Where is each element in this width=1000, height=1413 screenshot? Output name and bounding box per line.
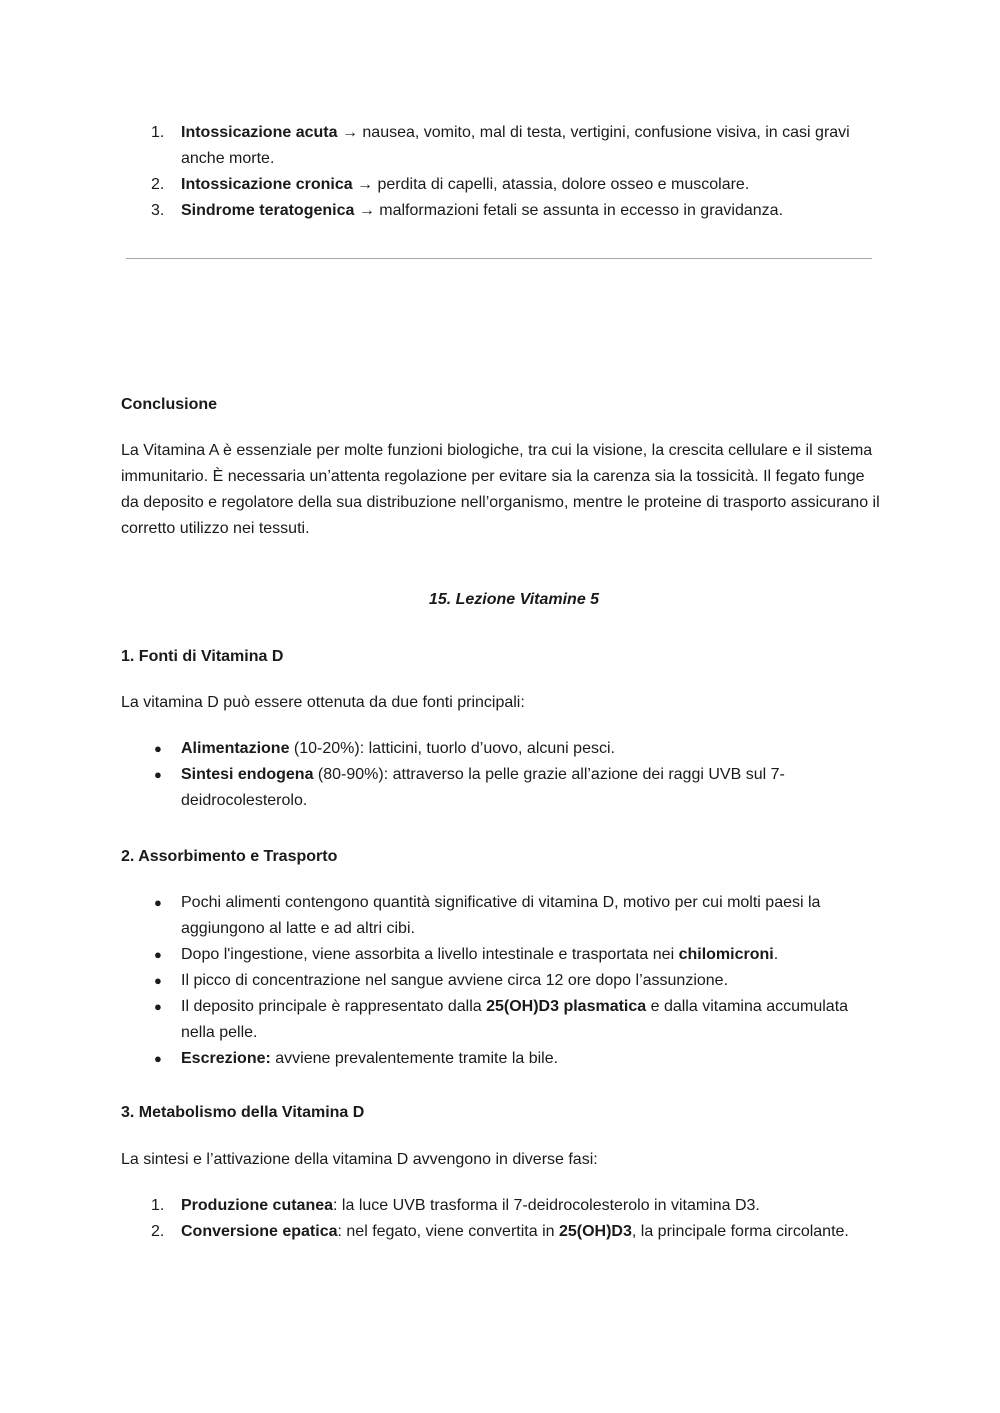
list-item-text: (80-90%): attraverso la pelle grazie all’azione dei raggi UVB sul 7-deidrocolesterolo. bbox=[181, 766, 785, 809]
section-heading: 3. Metabolismo della Vitamina D bbox=[121, 1104, 365, 1121]
list-item-term: Produzione cutanea bbox=[181, 1197, 334, 1214]
list-item-term: Sintesi endogena bbox=[181, 766, 314, 783]
list-item-text: e dalla vitamina accumulata nella pelle. bbox=[181, 998, 849, 1041]
list-number: 2. bbox=[151, 176, 165, 193]
list-item bbox=[121, 172, 881, 198]
list-item-text: → malformazioni fetali se assunta in eccesso in gravidanza. bbox=[354, 202, 784, 219]
list-item bbox=[121, 890, 881, 942]
list-item-text: (10-20%): latticini, tuorlo d’uovo, alcuni pesci. bbox=[289, 740, 615, 757]
lesson-title: 15. Lezione Vitamine 5 bbox=[428, 591, 600, 608]
list-item bbox=[121, 968, 881, 994]
bullet-icon: ● bbox=[154, 999, 162, 1014]
list-item bbox=[121, 942, 881, 968]
bullet-icon: ● bbox=[154, 895, 162, 910]
list-number: 2. bbox=[151, 1223, 165, 1240]
list-item bbox=[121, 762, 881, 814]
list-item bbox=[121, 198, 881, 224]
list-item bbox=[121, 120, 881, 172]
metabolism-list bbox=[121, 1193, 881, 1245]
section-heading: 2. Assorbimento e Trasporto bbox=[121, 848, 338, 865]
absorption-list bbox=[121, 890, 881, 1072]
list-item-term: Alimentazione bbox=[181, 740, 290, 757]
bullet-icon: ● bbox=[154, 947, 162, 962]
list-item-text: Il picco di concentrazione nel sangue avviene circa 12 ore dopo l’assunzione. bbox=[181, 972, 729, 989]
list-item-text: Dopo l'ingestione, viene assorbita a livello intestinale e trasportata nei bbox=[181, 946, 679, 963]
bullet-icon: ● bbox=[154, 1051, 162, 1066]
list-item-bold: 25(OH)D3 plasmatica bbox=[486, 998, 647, 1015]
list-item-text: → perdita di capelli, atassia, dolore osseo e muscolare. bbox=[352, 176, 750, 193]
list-item-term: Intossicazione acuta bbox=[181, 124, 338, 141]
list-item-text: : la luce UVB trasforma il 7-deidrocolesterolo in vitamina D3. bbox=[333, 1197, 760, 1214]
toxicity-list bbox=[121, 120, 881, 224]
bullet-icon: ● bbox=[154, 741, 162, 756]
list-item-text: avviene prevalentemente tramite la bile. bbox=[270, 1050, 559, 1067]
list-item bbox=[121, 1193, 881, 1219]
list-item-bold: Escrezione: bbox=[181, 1050, 271, 1067]
list-item-term: Conversione epatica bbox=[181, 1223, 338, 1240]
list-item bbox=[121, 736, 881, 762]
bullet-icon: ● bbox=[154, 973, 162, 988]
list-item-text: , la principale forma circolante. bbox=[631, 1223, 849, 1240]
list-item-text: . bbox=[773, 946, 779, 963]
conclusion-heading: Conclusione bbox=[121, 396, 218, 413]
list-item-text: Pochi alimenti contengono quantità significative di vitamina D, motivo per cui molti paesi la aggiungono al latte e ad altri cibi. bbox=[181, 894, 821, 937]
list-item-text: Il deposito principale è rappresentato dalla bbox=[181, 998, 487, 1015]
list-item-text: : nel fegato, viene convertita in bbox=[337, 1223, 559, 1240]
conclusion-paragraph: La Vitamina A è essenziale per molte funzioni biologiche, tra cui la visione, la crescita cellulare e il sistema immunitario. È necessaria un’attenta regolazione per evitare sia la carenza sia la tossicità. Il fegato funge da deposito e regolatore della sua distribuzione nell’organismo, mentre le proteine di trasporto assicurano il corretto utilizzo nei tessuti. bbox=[121, 442, 880, 537]
sources-list bbox=[121, 736, 881, 814]
list-item-bold: chilomicroni bbox=[678, 946, 774, 963]
list-item-term: Intossicazione cronica bbox=[181, 176, 353, 193]
list-item bbox=[121, 994, 881, 1046]
bullet-icon: ● bbox=[154, 767, 162, 782]
horizontal-divider bbox=[126, 258, 872, 259]
section-heading: 1. Fonti di Vitamina D bbox=[121, 648, 284, 665]
list-number: 1. bbox=[151, 124, 165, 141]
list-item-term: Sindrome teratogenica bbox=[181, 202, 355, 219]
list-item bbox=[121, 1219, 881, 1245]
list-item-bold: 25(OH)D3 bbox=[558, 1223, 632, 1240]
list-item-text: → nausea, vomito, mal di testa, vertigini, confusione visiva, in casi gravi anche morte. bbox=[181, 124, 850, 167]
section-intro: La vitamina D può essere ottenuta da due fonti principali: bbox=[121, 694, 525, 711]
list-number: 3. bbox=[151, 202, 165, 219]
list-item bbox=[121, 1046, 881, 1072]
list-number: 1. bbox=[151, 1197, 165, 1214]
section-intro: La sintesi e l’attivazione della vitamina D avvengono in diverse fasi: bbox=[121, 1151, 598, 1168]
